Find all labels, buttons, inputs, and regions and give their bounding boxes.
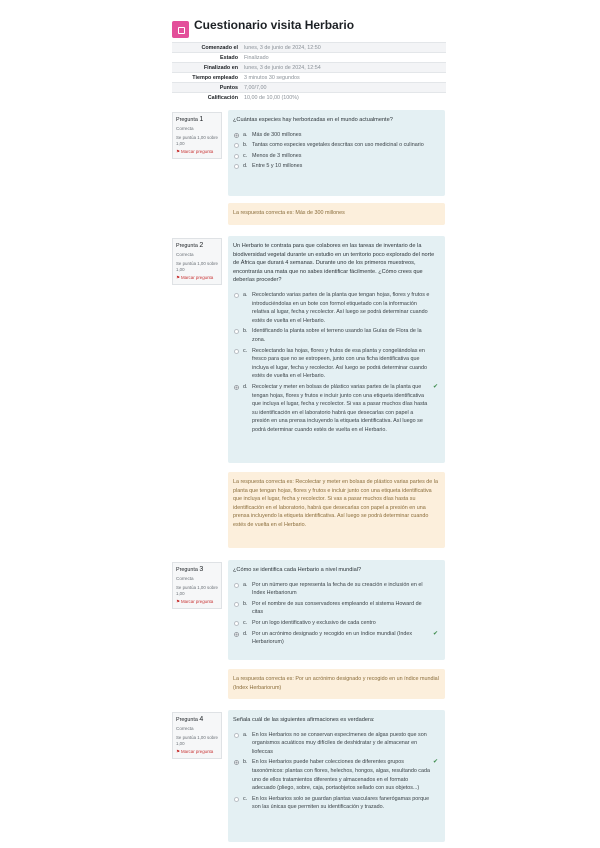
question-state: Correcta — [176, 726, 194, 731]
answer-option[interactable]: b. En los Herbarios puede haber colecciones de diferentes grupos taxonómicos: plantas con flores, helechos, hongos, algas, resultando cada uno de ellos tratamientos diferentes y almacenados en el formato adecuado (pliego, sobre, caja, portaobjetos sellado con sus objetos...) ✔ — [233, 758, 440, 792]
question-points: Se puntúa 1,00 sobre 1,00 — [176, 735, 218, 746]
answer-option[interactable]: b. Identificando la planta sobre el terreno usando las Guías de Flora de la zona. — [233, 327, 440, 344]
question-state: Correcta — [176, 126, 194, 131]
radio-button[interactable] — [234, 583, 239, 588]
question-feedback-1: La respuesta correcta es: Más de 300 millones — [228, 203, 445, 225]
question-label: Pregunta — [176, 717, 198, 723]
question-number: 1 — [199, 116, 204, 123]
check-icon: ✔ — [432, 759, 438, 766]
radio-button[interactable] — [234, 621, 239, 626]
question-text: Señala cuál de las siguientes afirmaciones es verdadera: — [233, 717, 375, 723]
radio-button[interactable] — [234, 760, 239, 765]
radio-button[interactable] — [234, 164, 239, 169]
radio-button[interactable] — [234, 602, 239, 607]
question-state: Correcta — [176, 576, 194, 581]
answer-list — [233, 731, 440, 812]
question-feedback-3: La respuesta correcta es: Por un acrónimo designado y recogido en un índice mundial (Index Herbariorum) — [228, 669, 445, 699]
answer-option[interactable]: a. En los Herbarios no se conservan especímenes de algas puesto que son organismos acuáticos muy difíciles de deshidratar y de almacenar en liofeccas — [233, 731, 440, 757]
answer-option[interactable]: c. En los Herbarios solo se guardan plantas vasculares fanerógamas porque son las únicas que permiten su identificación y trazado. — [233, 795, 440, 812]
check-icon: ✔ — [432, 630, 438, 637]
question-content-2 — [228, 236, 445, 463]
summary-row-state: Estado Finalizado — [172, 52, 446, 62]
question-text: ¿Cómo se identifica cada Herbario a nivel mundial? — [233, 567, 362, 573]
answer-option[interactable]: d. Por un acrónimo designado y recogido en un índice mundial (Index Herbariorum) ✔ — [233, 630, 440, 647]
question-content-3 — [228, 560, 445, 660]
question-points: Se puntúa 1,00 sobre 1,00 — [176, 261, 218, 272]
question-number: 2 — [199, 242, 204, 249]
answer-option[interactable]: c. Menos de 3 millones — [233, 152, 440, 161]
answer-option[interactable]: a. Por un número que representa la fecha de su creación e inclusión en el Index Herbariorum — [233, 581, 440, 598]
question-info-2 — [172, 238, 222, 285]
question-label: Pregunta — [176, 567, 198, 573]
answer-option[interactable]: b. Tantas como especies vegetales descritas con uso medicinal o culinario — [233, 141, 440, 150]
quiz-icon — [172, 21, 189, 38]
question-text: Un Herbario te contrata para que colabores en las tareas de inventario de la biodiversidad vegetal durante un estudio en un territorio poco explorado del norte de África que durará 4 semanas. Durante uno de los primeros muestreos, encontrarás una mata que no sabes identificar fácilmente. ¿Cómo crees que deberías proceder? — [233, 243, 435, 284]
summary-row-finished: Finalizado en lunes, 3 de junio de 2024, 12:54 — [172, 62, 446, 72]
answer-list — [233, 581, 440, 647]
summary-row-marks: Puntos 7,00/7,00 — [172, 82, 446, 92]
radio-button[interactable] — [234, 632, 239, 637]
question-feedback-2: La respuesta correcta es: Recolectar y meter en bolsas de plástico varias partes de la planta que tengan hojas, flores y frutos e incluir junto con una etiqueta identificativa que incluya el lugar, fecha y recolector. Si vas a pasar muchos días hasta su identificación en el laboratorio, habrá que desecarlas con papel a presión en una prensa incluyendo la etiqueta identificativa. Así luego se podrá determinar cuando estés de vuelta en el Herbario. — [228, 472, 445, 548]
answer-option[interactable]: d. Entre 5 y 10 millones — [233, 162, 440, 171]
radio-button[interactable] — [234, 733, 239, 738]
radio-button[interactable] — [234, 133, 239, 138]
radio-button[interactable] — [234, 293, 239, 298]
answer-list — [233, 291, 440, 435]
question-state: Correcta — [176, 252, 194, 257]
radio-button[interactable] — [234, 385, 239, 390]
summary-row-grade: Calificación 10,00 de 10,00 (100%) — [172, 92, 446, 102]
answer-option[interactable]: b. Por el nombre de sus conservadores empleando el sistema Howard de citas — [233, 600, 440, 617]
question-points: Se puntúa 1,00 sobre 1,00 — [176, 585, 218, 596]
question-content-1 — [228, 110, 445, 196]
question-points: Se puntúa 1,00 sobre 1,00 — [176, 135, 218, 146]
question-info-3 — [172, 562, 222, 609]
question-label: Pregunta — [176, 117, 198, 123]
summary-row-time-taken: Tiempo empleado 3 minutos 30 segundos — [172, 72, 446, 82]
flag-icon: ⚑ — [176, 275, 180, 281]
flag-question-link[interactable]: ⚑ Marcar pregunta — [176, 749, 214, 755]
radio-button[interactable] — [234, 143, 239, 148]
summary-row-started: Comenzado el lunes, 3 de junio de 2024, 12:50 — [172, 42, 446, 52]
page-title: Cuestionario visita Herbario — [194, 18, 355, 32]
flag-icon: ⚑ — [176, 149, 180, 155]
answer-option[interactable]: c. Recolectando las hojas, flores y frutos de esa planta y congelándolas en fresco para que no se estropeen, junto con una ficha identificativa que incluya el lugar, fecha y recolector. Así luego se podrá determinar cuando estés de vuelta en el Herbario. — [233, 347, 440, 381]
flag-question-link[interactable]: ⚑ Marcar pregunta — [176, 149, 214, 155]
flag-question-link[interactable]: ⚑ Marcar pregunta — [176, 599, 214, 605]
check-icon: ✔ — [432, 383, 438, 390]
page-header — [172, 18, 446, 40]
answer-list — [233, 131, 440, 171]
answer-option[interactable]: a. Más de 300 millones — [233, 131, 440, 140]
attempt-summary-table — [172, 42, 446, 102]
flag-icon: ⚑ — [176, 749, 180, 755]
question-content-4 — [228, 710, 445, 842]
answer-option[interactable]: a. Recolectando varias partes de la planta que tengan hojas, flores y frutos e introduciéndolas en un bote con formol etiquetado con la información relativa al lugar, fecha y recolector. Así luego se podrá determinar cuando estés de vuelta en el Herbario. — [233, 291, 440, 325]
question-label: Pregunta — [176, 243, 198, 249]
question-number: 4 — [199, 716, 204, 723]
radio-button[interactable] — [234, 329, 239, 334]
question-info-4 — [172, 712, 222, 759]
answer-option[interactable]: d. Recolectar y meter en bolsas de plástico varias partes de la planta que tengan hojas, flores y frutos e incluir junto con una etiqueta identificativa que incluya el lugar, fecha y recolector. Si vas a pasar muchos días hasta su identificación en el laboratorio habrá que desecarlas con papel a presión en una prensa incluyendo la etiqueta identificativa. Así luego se podrá determinar cuando estés de vuelta en el Herbario. ✔ — [233, 383, 440, 435]
question-number: 3 — [199, 566, 204, 573]
radio-button[interactable] — [234, 797, 239, 802]
answer-option[interactable]: c. Por un logo identificativo y exclusivo de cada centro — [233, 619, 440, 628]
flag-icon: ⚑ — [176, 599, 180, 605]
flag-question-link[interactable]: ⚑ Marcar pregunta — [176, 275, 214, 281]
question-text: ¿Cuántas especies hay herborizadas en el mundo actualmente? — [233, 117, 393, 123]
radio-button[interactable] — [234, 154, 239, 159]
radio-button[interactable] — [234, 349, 239, 354]
question-info-1 — [172, 112, 222, 159]
